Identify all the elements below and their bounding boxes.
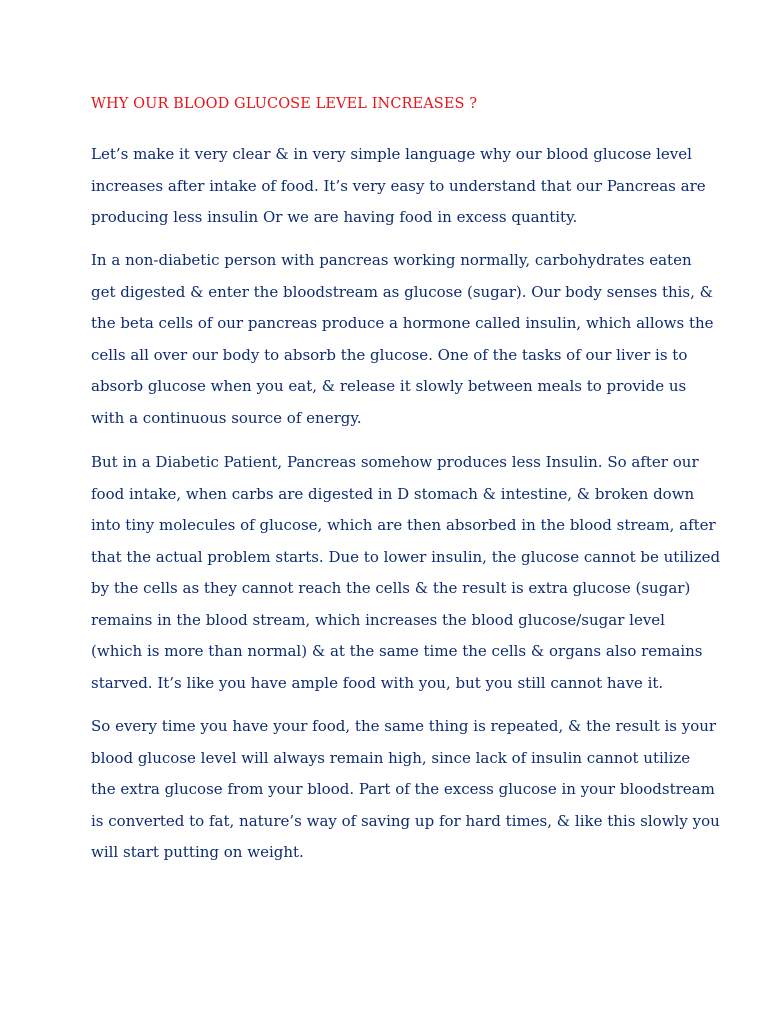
paragraph-line: absorb glucose when you eat, & release it slowly between meals to provide us	[91, 377, 687, 395]
paragraph-1	[91, 143, 706, 238]
paragraph-line: the extra glucose from your blood. Part of the excess glucose in your bloodstream	[91, 780, 715, 798]
paragraph-line: food intake, when carbs are digested in D stomach & intestine, & broken down	[91, 484, 695, 503]
paragraph-line: cells all over our body to absorb the glucose. One of the tasks of our liver is to	[91, 345, 688, 364]
paragraph-line: remains in the blood stream, which increases the blood glucose/sugar level	[91, 610, 665, 629]
paragraph-line: that the actual problem starts. Due to lower insulin, the glucose cannot be utilized	[91, 547, 721, 566]
paragraph-line: with a continuous source of energy.	[91, 408, 362, 427]
paragraph-line: will start putting on weight.	[91, 843, 304, 861]
paragraph-line: get digested & enter the bloodstream as glucose (sugar). Our body senses this, &	[91, 282, 714, 301]
paragraph-line: the beta cells of our pancreas produce a hormone called insulin, which allows the	[91, 314, 714, 332]
paragraph-line: So every time you have your food, the same thing is repeated, & the result is your	[91, 717, 717, 735]
paragraph-3	[91, 451, 721, 703]
paragraph-line: Let’s make it very clear & in very simple language why our blood glucose level	[91, 145, 692, 163]
paragraph-line: into tiny molecules of glucose, which are then absorbed in the blood stream, after	[91, 516, 716, 534]
paragraph-line: increases after intake of food. It’s very easy to understand that our Pancreas are	[91, 176, 706, 195]
paragraph-line: producing less insulin Or we are having food in excess quantity.	[91, 208, 578, 226]
paragraph-line: But in a Diabetic Patient, Pancreas somehow produces less Insulin. So after our	[91, 453, 699, 471]
paragraph-line: blood glucose level will always remain high, since lack of insulin cannot utilize	[91, 748, 691, 767]
document-heading: WHY OUR BLOOD GLUCOSE LEVEL INCREASES ?	[91, 96, 478, 112]
paragraph-line: by the cells as they cannot reach the cells & the result is extra glucose (sugar)	[91, 579, 691, 597]
paragraph-2	[91, 249, 714, 438]
paragraph-line: starved. It’s like you have ample food with you, but you still cannot have it.	[91, 673, 664, 692]
paragraph-4	[91, 715, 720, 873]
paragraph-line: In a non-diabetic person with pancreas working normally, carbohydrates eaten	[91, 251, 692, 269]
paragraph-line: (which is more than normal) & at the same time the cells & organs also remains	[91, 642, 703, 660]
paragraph-line: is converted to fat, nature’s way of saving up for hard times, & like this slowly you	[91, 811, 720, 830]
